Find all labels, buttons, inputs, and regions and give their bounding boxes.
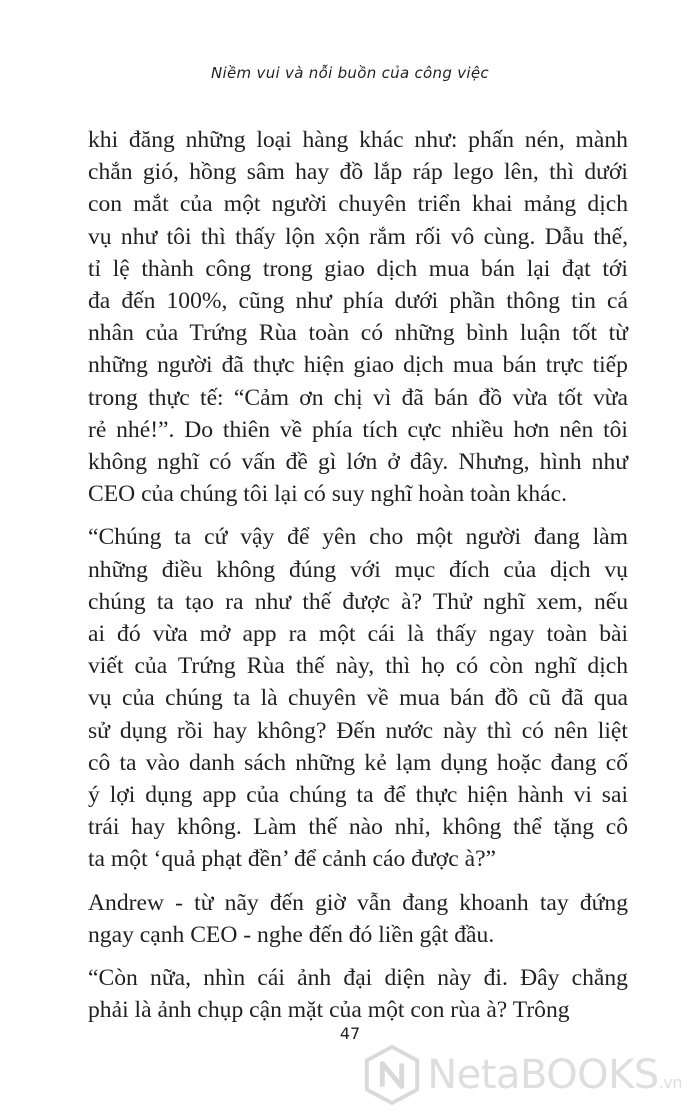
text-line: sử dụng rồi hay không? Đến nước này thì có nên liệt — [88, 717, 628, 744]
text-line: phải là ảnh chụp cận mặt của một con rùa à? Trông — [88, 997, 570, 1024]
text-line: viết của Trứng Rùa thế này, thì họ có còn nghĩ dịch — [88, 653, 629, 680]
running-title: Niềm vui và nỗi buồn của công việc — [211, 64, 489, 82]
text-line: “Chúng ta cứ vậy để yên cho một người đang làm — [88, 524, 628, 551]
paragraph-4 — [88, 962, 628, 1026]
body-text — [88, 124, 628, 1037]
text-line: tỉ lệ thành công trong giao dịch mua bán lại đạt tới — [88, 255, 628, 282]
text-line: những người đã thực hiện giao dịch mua bán trực tiếp — [88, 352, 628, 379]
text-line: trong thực tế: “Cảm ơn chị vì đã bán đồ vừa tốt vừa — [88, 384, 629, 411]
watermark-text — [427, 1052, 682, 1098]
text-line: CEO của chúng tôi lại có suy nghĩ hoàn toàn khác. — [88, 481, 567, 508]
text-line: ý lợi dụng app của chúng ta để thực hiện hành vi sai — [88, 782, 629, 809]
text-line: không nghĩ có vấn đề gì lớn ở đây. Nhưng, hình như — [88, 449, 629, 476]
text-line: con mắt của một người chuyên triển khai mảng dịch — [88, 191, 629, 218]
text-line: vụ như tôi thì thấy lộn xộn rắm rối vô cùng. Dẫu thế, — [88, 223, 629, 250]
text-line: vụ của chúng ta là chuyên về mua bán đồ cũ đã qua — [88, 685, 628, 712]
text-line: ai đó vừa mở app ra một cái là thấy ngay toàn bài — [88, 621, 629, 648]
page-number: 47 — [339, 1024, 361, 1043]
paragraph-2 — [88, 521, 628, 875]
text-line: ngay cạnh CEO - nghe đến đó liền gật đầu. — [88, 921, 495, 948]
paragraph-1 — [88, 124, 628, 510]
text-line: “Còn nữa, nhìn cái ảnh đại diện này đi. Đây chẳng — [88, 965, 628, 992]
text-line: cô ta vào danh sách những kẻ lạm dụng hoặc đang cố — [88, 749, 629, 776]
watermark — [361, 1040, 682, 1110]
text-line: chúng ta tạo ra như thế được à? Thử nghĩ xem, nếu — [88, 588, 629, 615]
text-line: trái hay không. Làm thế nào nhỉ, không thể tặng cô — [88, 814, 629, 841]
text-line: những điều không đúng với mục đích của dịch vụ — [88, 556, 628, 583]
text-line: Andrew - từ nãy đến giờ vẫn đang khoanh tay đứng — [88, 889, 629, 916]
text-line: đa đến 100%, cũng như phía dưới phần thông tin cá — [88, 288, 628, 315]
paragraph-3 — [88, 887, 628, 951]
text-line: ta một ‘quả phạt đền’ để cảnh cáo được à?” — [88, 846, 497, 873]
netabooks-logo-icon — [361, 1044, 423, 1106]
watermark-suffix: .vn — [658, 1073, 682, 1092]
text-line: chắn gió, hồng sâm hay đồ lắp ráp lego lên, thì dưới — [88, 159, 628, 186]
text-line: rẻ nhé!”. Do thiên về phía tích cực nhiều hơn nên tôi — [88, 416, 628, 443]
text-line: nhân của Trứng Rùa toàn có những bình luận tốt từ — [88, 320, 628, 347]
watermark-brand: NetaBOOKS — [427, 1052, 659, 1098]
text-line: khi đăng những loại hàng khác như: phấn nén, mành — [88, 127, 628, 153]
